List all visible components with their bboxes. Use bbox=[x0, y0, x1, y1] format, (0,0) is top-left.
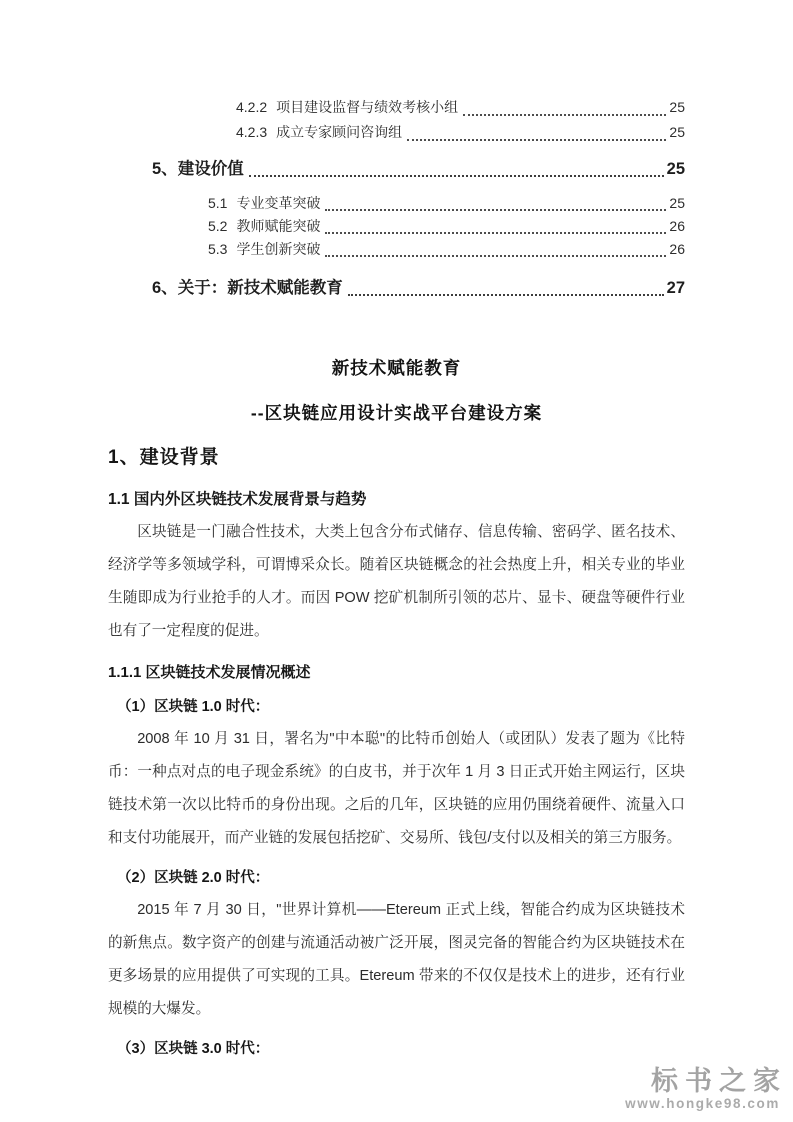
toc-entry-label: 成立专家顾问咨询组 bbox=[276, 124, 403, 140]
toc-dot-leader bbox=[325, 255, 666, 257]
toc-entry-label: 学生创新突破 bbox=[236, 241, 321, 257]
toc-entry-label: 项目建设监督与绩效考核小组 bbox=[276, 99, 459, 115]
toc-dot-leader bbox=[348, 294, 664, 296]
toc-entry-number: 5.3 bbox=[208, 241, 228, 257]
toc-spacer bbox=[108, 180, 685, 192]
toc-spacer bbox=[108, 261, 685, 277]
toc-page-number: 25 bbox=[666, 160, 685, 178]
table-of-contents bbox=[108, 95, 685, 299]
toc-page-number: 26 bbox=[669, 241, 685, 257]
toc-dot-leader bbox=[407, 139, 666, 141]
toc-entry-label: 教师赋能突破 bbox=[236, 218, 321, 234]
toc-entry-5[interactable] bbox=[152, 158, 685, 180]
toc-entry-4-2-3[interactable] bbox=[236, 120, 685, 145]
toc-page-number: 25 bbox=[669, 124, 685, 140]
toc-entry-number: 5、 bbox=[152, 160, 178, 178]
paragraph-blockchain-overview: 区块链是一门融合性技术，大类上包含分布式储存、信息传输、密码学、匿名技术、经济学等多领域学科，可谓博采众长。随着区块链概念的社会热度上升，相关专业的毕业生随即成为行业抢手的人才。而因 POW 挖矿机制所引领的芯片、显卡、硬盘等硬件行业也有了一定程度的促进。 bbox=[108, 524, 685, 639]
toc-entry-number: 5.1 bbox=[208, 195, 228, 211]
toc-entry-number: 5.2 bbox=[208, 218, 228, 234]
toc-spacer bbox=[108, 145, 685, 158]
toc-entry-number: 4.2.2 bbox=[236, 99, 268, 115]
watermark-url-text: www.hongke98.com bbox=[625, 1096, 780, 1111]
toc-entry-label: 专业变革突破 bbox=[236, 195, 321, 211]
paragraph-blockchain-2-0: 2015 年 7 月 30 日，"世界计算机——Etereum 正式上线，智能合约成为区块链技术的新焦点。数字资产的创建与流通活动被广泛开展，图灵完备的智能合约为区块链技术在更多场景的应用提供了可实现的工具。Etereum 带来的不仅仅是技术上的进步，还有行业规模的大爆发。 bbox=[108, 902, 685, 1017]
toc-entry-5-3[interactable] bbox=[208, 238, 685, 261]
toc-page-number: 25 bbox=[669, 195, 685, 211]
heading-1-1-1-development-summary: 1.1.1 区块链技术发展情况概述 bbox=[108, 664, 311, 681]
heading-blockchain-2-0-era: （2）区块链 2.0 时代： bbox=[117, 870, 270, 886]
toc-entry-number: 6、 bbox=[152, 279, 178, 297]
toc-entry-5-2[interactable] bbox=[208, 215, 685, 238]
document-subtitle: --区块链应用设计实战平台建设方案 bbox=[250, 403, 543, 423]
heading-1-1-blockchain-trends: 1.1 国内外区块链技术发展背景与趋势 bbox=[108, 491, 367, 508]
toc-page-number: 25 bbox=[669, 99, 685, 115]
toc-dot-leader bbox=[325, 232, 666, 234]
toc-page-number: 27 bbox=[666, 279, 685, 297]
toc-entry-6[interactable] bbox=[152, 277, 685, 299]
toc-page-number: 26 bbox=[669, 218, 685, 234]
paragraph-blockchain-1-0: 2008 年 10 月 31 日，署名为"中本聪"的比特币创始人（或团队）发表了题为《比特币：一种点对点的电子现金系统》的白皮书，并于次年 1 月 3 日正式开始主网运行，区块链技术第一次以比特币的身份出现。之后的几年，区块链的应用仍围绕着硬件、流量入口和支付功能展开，而产业链的发展包括挖矿、交易所、钱包/支付以及相关的第三方服务。 bbox=[108, 731, 685, 846]
toc-dot-leader bbox=[325, 209, 666, 211]
watermark-brand-text: 标书之家 bbox=[651, 1066, 787, 1096]
heading-1-construction-background: 1、建设背景 bbox=[108, 447, 220, 468]
watermark bbox=[625, 1066, 787, 1112]
toc-entry-5-1[interactable] bbox=[208, 192, 685, 215]
toc-entry-label: 关于：新技术赋能教育 bbox=[177, 279, 343, 297]
heading-blockchain-1-0-era: （1）区块链 1.0 时代： bbox=[117, 699, 270, 715]
toc-dot-leader bbox=[249, 175, 664, 177]
toc-dot-leader bbox=[463, 114, 666, 116]
toc-entry-4-2-2[interactable] bbox=[236, 95, 685, 120]
toc-entry-number: 4.2.3 bbox=[236, 124, 268, 140]
heading-blockchain-3-0-era: （3）区块链 3.0 时代： bbox=[117, 1041, 270, 1057]
toc-entry-label: 建设价值 bbox=[177, 160, 244, 178]
document-title: 新技术赋能教育 bbox=[331, 358, 462, 378]
